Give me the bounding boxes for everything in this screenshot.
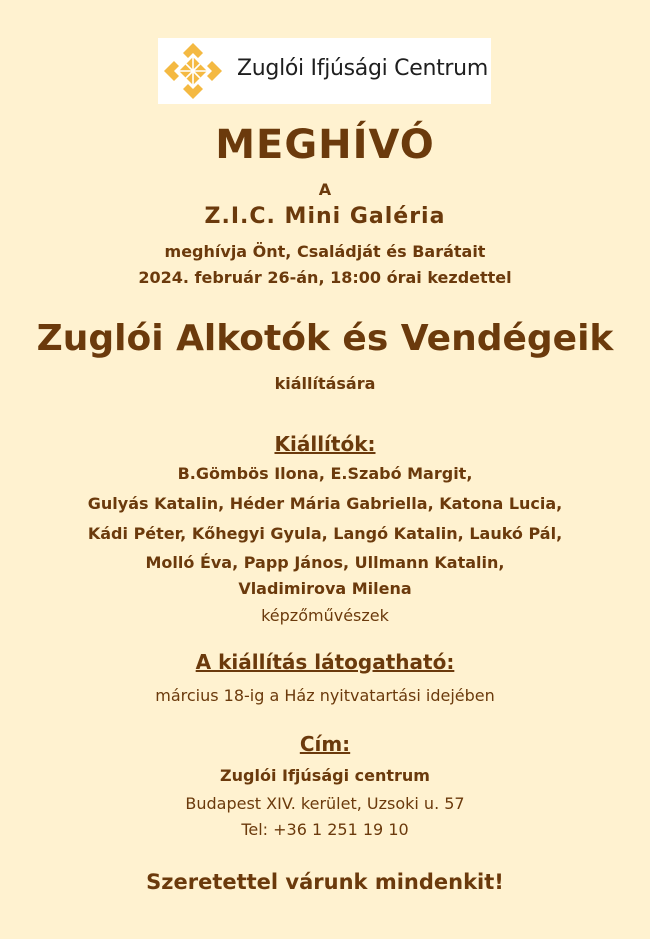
logo-banner <box>158 38 491 104</box>
invitation-article: A <box>318 180 332 199</box>
exhibitors-line: Kádi Péter, Kőhegyi Gyula, Langó Katalin, Laukó Pál, <box>87 524 563 543</box>
address-phone: Tel: +36 1 251 19 10 <box>241 820 409 839</box>
exhibitors-heading: Kiállítók: <box>274 432 376 456</box>
exhibition-subtitle: kiállítására <box>274 374 376 393</box>
exhibitors-line: Gulyás Katalin, Héder Mária Gabriella, Katona Lucia, <box>87 494 563 513</box>
exhibitors-line: B.Gömbös Ilona, E.Szabó Margit, <box>177 464 473 483</box>
exhibitors-line: Molló Éva, Papp János, Ullmann Katalin, <box>145 553 505 572</box>
address-heading: Cím: <box>299 732 351 756</box>
event-datetime: 2024. február 26-án, 18:00 órai kezdettel <box>138 268 512 287</box>
logo-text: Zuglói Ifjúsági Centrum <box>237 56 488 81</box>
gallery-name: Z.I.C. Mini Galéria <box>204 204 446 229</box>
exhibition-title: Zuglói Alkotók és Vendégeik <box>36 318 614 359</box>
address-street: Budapest XIV. kerület, Uzsoki u. 57 <box>185 794 465 813</box>
zic-logo-icon <box>162 41 224 101</box>
exhibitors-line: Vladimirova Milena <box>238 579 412 598</box>
closing-text: Szeretettel várunk mindenkit! <box>146 870 504 894</box>
address-org: Zuglói Ifjúsági centrum <box>220 766 430 785</box>
visiting-text: március 18-ig a Ház nyitvatartási idejében <box>155 686 495 705</box>
invitation-title: MEGHÍVÓ <box>215 122 435 168</box>
exhibitors-role: képzőművészek <box>261 606 389 625</box>
visiting-heading: A kiállítás látogatható: <box>195 650 455 674</box>
invitation-text: meghívja Önt, Családját és Barátait <box>164 242 486 261</box>
